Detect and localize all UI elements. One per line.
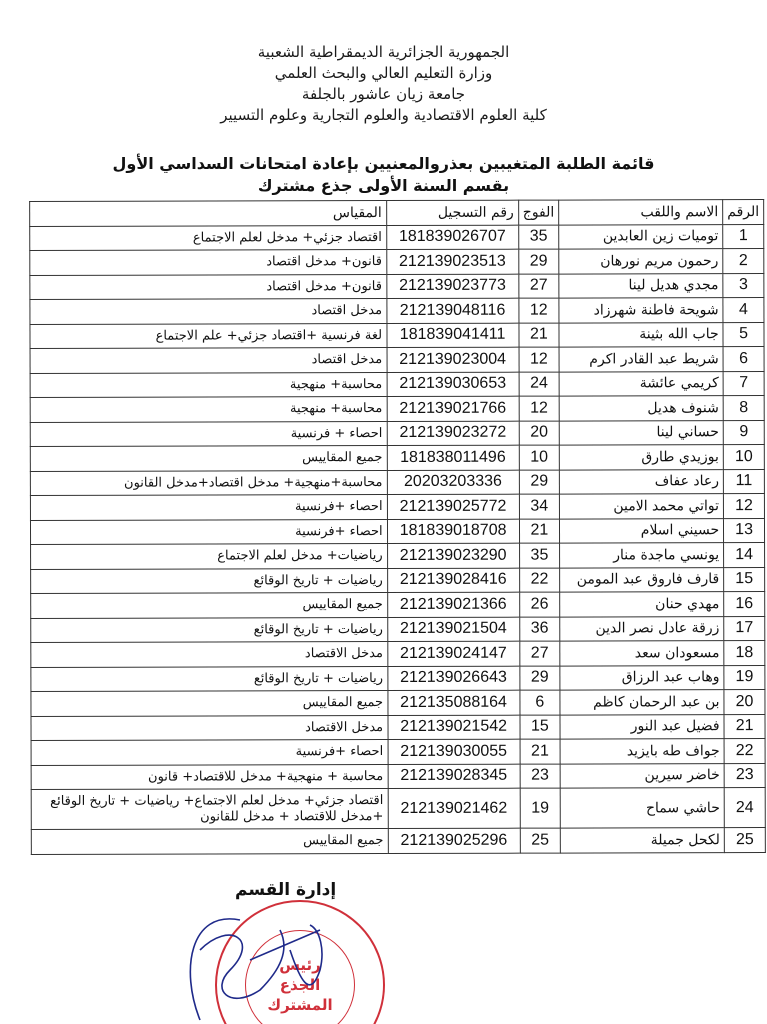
- table-row: [30, 469, 764, 495]
- group-number: 21: [520, 739, 561, 764]
- header-ministry: وزارة التعليم العالي والبحث العلمي: [274, 64, 493, 82]
- table-row: [31, 567, 765, 593]
- table-row: [30, 273, 764, 299]
- student-name: قارف فاروق عبد المومن: [560, 567, 724, 592]
- student-name: رحمون مريم نورهان: [559, 249, 723, 274]
- module-list: محاسبة+ منهجية: [30, 397, 387, 422]
- header-name: الاسم واللقب: [559, 200, 723, 225]
- registration-number: 212139025296: [388, 828, 520, 853]
- registration-number: 181839026707: [386, 225, 518, 250]
- group-number: 27: [519, 641, 560, 666]
- group-number: 12: [519, 347, 560, 372]
- module-list: مدخل اقتصاد: [30, 348, 387, 373]
- table-row: [30, 445, 764, 471]
- table-row: [31, 690, 765, 716]
- group-number: 24: [519, 372, 560, 397]
- signature-icon: [170, 910, 370, 1024]
- table-row: [30, 420, 764, 446]
- header-registration: رقم التسجيل: [386, 200, 518, 225]
- row-number: 23: [724, 763, 765, 788]
- student-name: بن عبد الرحمان كاظم: [560, 690, 724, 715]
- row-number: 14: [724, 543, 765, 568]
- row-number: 7: [723, 371, 764, 396]
- row-number: 11: [723, 469, 764, 494]
- row-number: 9: [723, 420, 764, 445]
- row-number: 13: [724, 518, 765, 543]
- row-number: 20: [724, 690, 765, 715]
- row-number: 22: [724, 739, 765, 764]
- group-number: 26: [519, 592, 560, 617]
- row-number: 4: [723, 298, 764, 323]
- row-number: 18: [724, 641, 765, 666]
- student-name: توميات زين العابدين: [559, 224, 723, 249]
- registration-number: 212139024147: [387, 641, 519, 666]
- table-row: [31, 788, 765, 830]
- registration-number: 212139021542: [388, 715, 520, 740]
- student-name: شنوف هديل: [559, 396, 723, 421]
- table-row: [30, 347, 764, 373]
- module-list: مدخل الاقتصاد: [31, 642, 388, 667]
- student-name: تواتي محمد الامين: [560, 494, 724, 519]
- table-row: [31, 616, 765, 642]
- table-row: [31, 641, 765, 667]
- registration-number: 212139021766: [387, 396, 519, 421]
- student-name: مسعودان سعد: [560, 641, 724, 666]
- registration-number: 212139021366: [387, 592, 519, 617]
- row-number: 16: [724, 592, 765, 617]
- student-name: مجدي هديل لينا: [559, 273, 723, 298]
- document-header: [0, 42, 767, 126]
- registration-number: 212139023290: [387, 543, 519, 568]
- module-list: جميع المقاييس: [31, 829, 388, 854]
- title-line-2: بقسم السنة الأولى جذع مشترك: [257, 176, 510, 195]
- student-name: حساني لينا: [559, 420, 723, 445]
- table-header-row: [30, 200, 764, 226]
- module-list: قانون+ مدخل اقتصاد: [30, 250, 387, 275]
- table-row: [30, 371, 764, 397]
- students-table: [29, 199, 766, 854]
- registration-number: 212139021504: [387, 617, 519, 642]
- row-number: 6: [723, 347, 764, 372]
- group-number: 12: [518, 298, 559, 323]
- module-list: رياضيات + تاريخ الوقائع: [31, 617, 388, 642]
- module-list: رياضيات+ مدخل لعلم الاجتماع: [31, 544, 388, 569]
- group-number: 35: [519, 543, 560, 568]
- stamp-text: رئيس الجذع المشترك: [267, 956, 333, 1014]
- table-row: [31, 665, 765, 691]
- student-name: فضيل عبد النور: [560, 714, 724, 739]
- group-number: 36: [519, 617, 560, 642]
- group-number: 19: [520, 788, 561, 828]
- row-number: 24: [724, 788, 765, 828]
- student-name: بوزيدي طارق: [559, 445, 723, 470]
- registration-number: 212139025772: [387, 494, 519, 519]
- registration-number: 212139028416: [387, 568, 519, 593]
- header-number: الرقم: [723, 200, 764, 225]
- module-list: رياضيات + تاريخ الوقائع: [31, 568, 388, 593]
- table-row: [30, 322, 764, 348]
- header-module: المقياس: [30, 201, 387, 226]
- module-list: اقتصاد جزئي+ مدخل لعلم الاجتماع+ رياضيات + تاريخ الوقائع +مدخل للاقتصاد + مدخل للقانون: [31, 789, 388, 830]
- group-number: 20: [519, 421, 560, 446]
- group-number: 29: [519, 666, 560, 691]
- registration-number: 212139048116: [386, 298, 518, 323]
- group-number: 29: [519, 470, 560, 495]
- module-list: قانون+ مدخل اقتصاد: [30, 274, 387, 299]
- header-republic: الجمهورية الجزائرية الديمقراطية الشعبية: [257, 43, 510, 61]
- row-number: 17: [724, 616, 765, 641]
- registration-number: 181838011496: [387, 445, 519, 470]
- group-number: 34: [519, 494, 560, 519]
- row-number: 25: [724, 828, 765, 853]
- student-name: حسيني اسلام: [560, 518, 724, 543]
- table-row: [31, 763, 765, 789]
- row-number: 21: [724, 714, 765, 739]
- registration-number: 181839018708: [387, 519, 519, 544]
- table-row: [30, 224, 764, 250]
- group-number: 6: [520, 690, 561, 715]
- table-row: [31, 543, 765, 569]
- table-row: [30, 396, 764, 422]
- table-row: [31, 714, 765, 740]
- module-list: احصاء +فرنسية: [30, 495, 387, 520]
- student-name: لكحل جميلة: [560, 828, 724, 853]
- module-list: لغة فرنسية +اقتصاد جزئي+ علم الاجتماع: [30, 323, 387, 348]
- registration-number: 212139023004: [387, 347, 519, 372]
- student-name: يونسي ماجدة منار: [560, 543, 724, 568]
- table-row: [31, 739, 765, 765]
- group-number: 12: [519, 396, 560, 421]
- student-name: شويحة فاطنة شهرزاد: [559, 298, 723, 323]
- registration-number: 212139023513: [386, 249, 518, 274]
- module-list: جميع المقاييس: [31, 593, 388, 618]
- module-list: رياضيات + تاريخ الوقائع: [31, 666, 388, 691]
- module-list: احصاء +فرنسية: [30, 519, 387, 544]
- table-row: [30, 298, 764, 324]
- registration-number: 212139030055: [388, 739, 520, 764]
- module-list: جميع المقاييس: [31, 691, 388, 716]
- registration-number: 212139028345: [388, 764, 520, 789]
- module-list: محاسبة+منهجية+ مدخل اقتصاد+مدخل القانون: [30, 470, 387, 495]
- group-number: 25: [520, 828, 561, 853]
- group-number: 23: [520, 764, 561, 789]
- student-name: وهاب عبد الرزاق: [560, 665, 724, 690]
- module-list: محاسبة + منهجية+ مدخل للاقتصاد+ قانون: [31, 764, 388, 789]
- group-number: 35: [518, 225, 559, 250]
- row-number: 5: [723, 322, 764, 347]
- module-list: احصاء + فرنسية: [30, 421, 387, 446]
- row-number: 10: [723, 445, 764, 470]
- module-list: محاسبة+ منهجية: [30, 372, 387, 397]
- table-row: [30, 249, 764, 275]
- module-list: مدخل الاقتصاد: [31, 715, 388, 740]
- student-name: خاضر سيرين: [560, 763, 724, 788]
- header-faculty: كلية العلوم الاقتصادية والعلوم التجارية وعلوم التسيير: [220, 106, 547, 124]
- group-number: 22: [519, 568, 560, 593]
- row-number: 19: [724, 665, 765, 690]
- registration-number: 212139021462: [388, 788, 520, 828]
- student-name: جاب الله بثينة: [559, 322, 723, 347]
- group-number: 29: [518, 249, 559, 274]
- row-number: 3: [723, 273, 764, 298]
- registration-number: 212135088164: [388, 690, 520, 715]
- registration-number: 212139023272: [387, 421, 519, 446]
- registration-number: 212139030653: [387, 372, 519, 397]
- module-list: جميع المقاييس: [30, 446, 387, 471]
- registration-number: 212139026643: [387, 666, 519, 691]
- signature-label: إدارة القسم: [235, 880, 337, 900]
- registration-number: 181839041411: [387, 323, 519, 348]
- module-list: مدخل اقتصاد: [30, 299, 387, 324]
- student-name: زرقة عادل نصر الدين: [560, 616, 724, 641]
- student-name: حاشي سماح: [560, 788, 724, 828]
- group-number: 21: [519, 519, 560, 544]
- header-group: الفوج: [518, 200, 559, 225]
- header-university: جامعة زيان عاشور بالجلفة: [301, 85, 466, 103]
- student-name: مهدي حنان: [560, 592, 724, 617]
- row-number: 15: [724, 567, 765, 592]
- table-row: [30, 518, 764, 544]
- module-list: اقتصاد جزئي+ مدخل لعلم الاجتماع: [30, 225, 387, 250]
- student-name: شريط عبد القادر اكرم: [559, 347, 723, 372]
- group-number: 21: [519, 323, 560, 348]
- group-number: 27: [518, 274, 559, 299]
- student-name: كريمي عائشة: [559, 371, 723, 396]
- document-title: [0, 153, 767, 197]
- table-row: [31, 592, 765, 618]
- group-number: 10: [519, 445, 560, 470]
- row-number: 12: [724, 494, 765, 519]
- table-row: [31, 828, 765, 854]
- module-list: احصاء +فرنسية: [31, 740, 388, 765]
- student-name: جواف طه بايزيد: [560, 739, 724, 764]
- row-number: 1: [723, 224, 764, 249]
- table-row: [30, 494, 764, 520]
- group-number: 15: [520, 715, 561, 740]
- student-name: رعاد عفاف: [559, 469, 723, 494]
- registration-number: 212139023773: [386, 274, 518, 299]
- row-number: 8: [723, 396, 764, 421]
- row-number: 2: [723, 249, 764, 274]
- registration-number: 20203203336: [387, 470, 519, 495]
- title-line-1: قائمة الطلبة المتغيبين بعذروالمعنيين بإعادة امتحانات السداسي الأول: [112, 154, 655, 173]
